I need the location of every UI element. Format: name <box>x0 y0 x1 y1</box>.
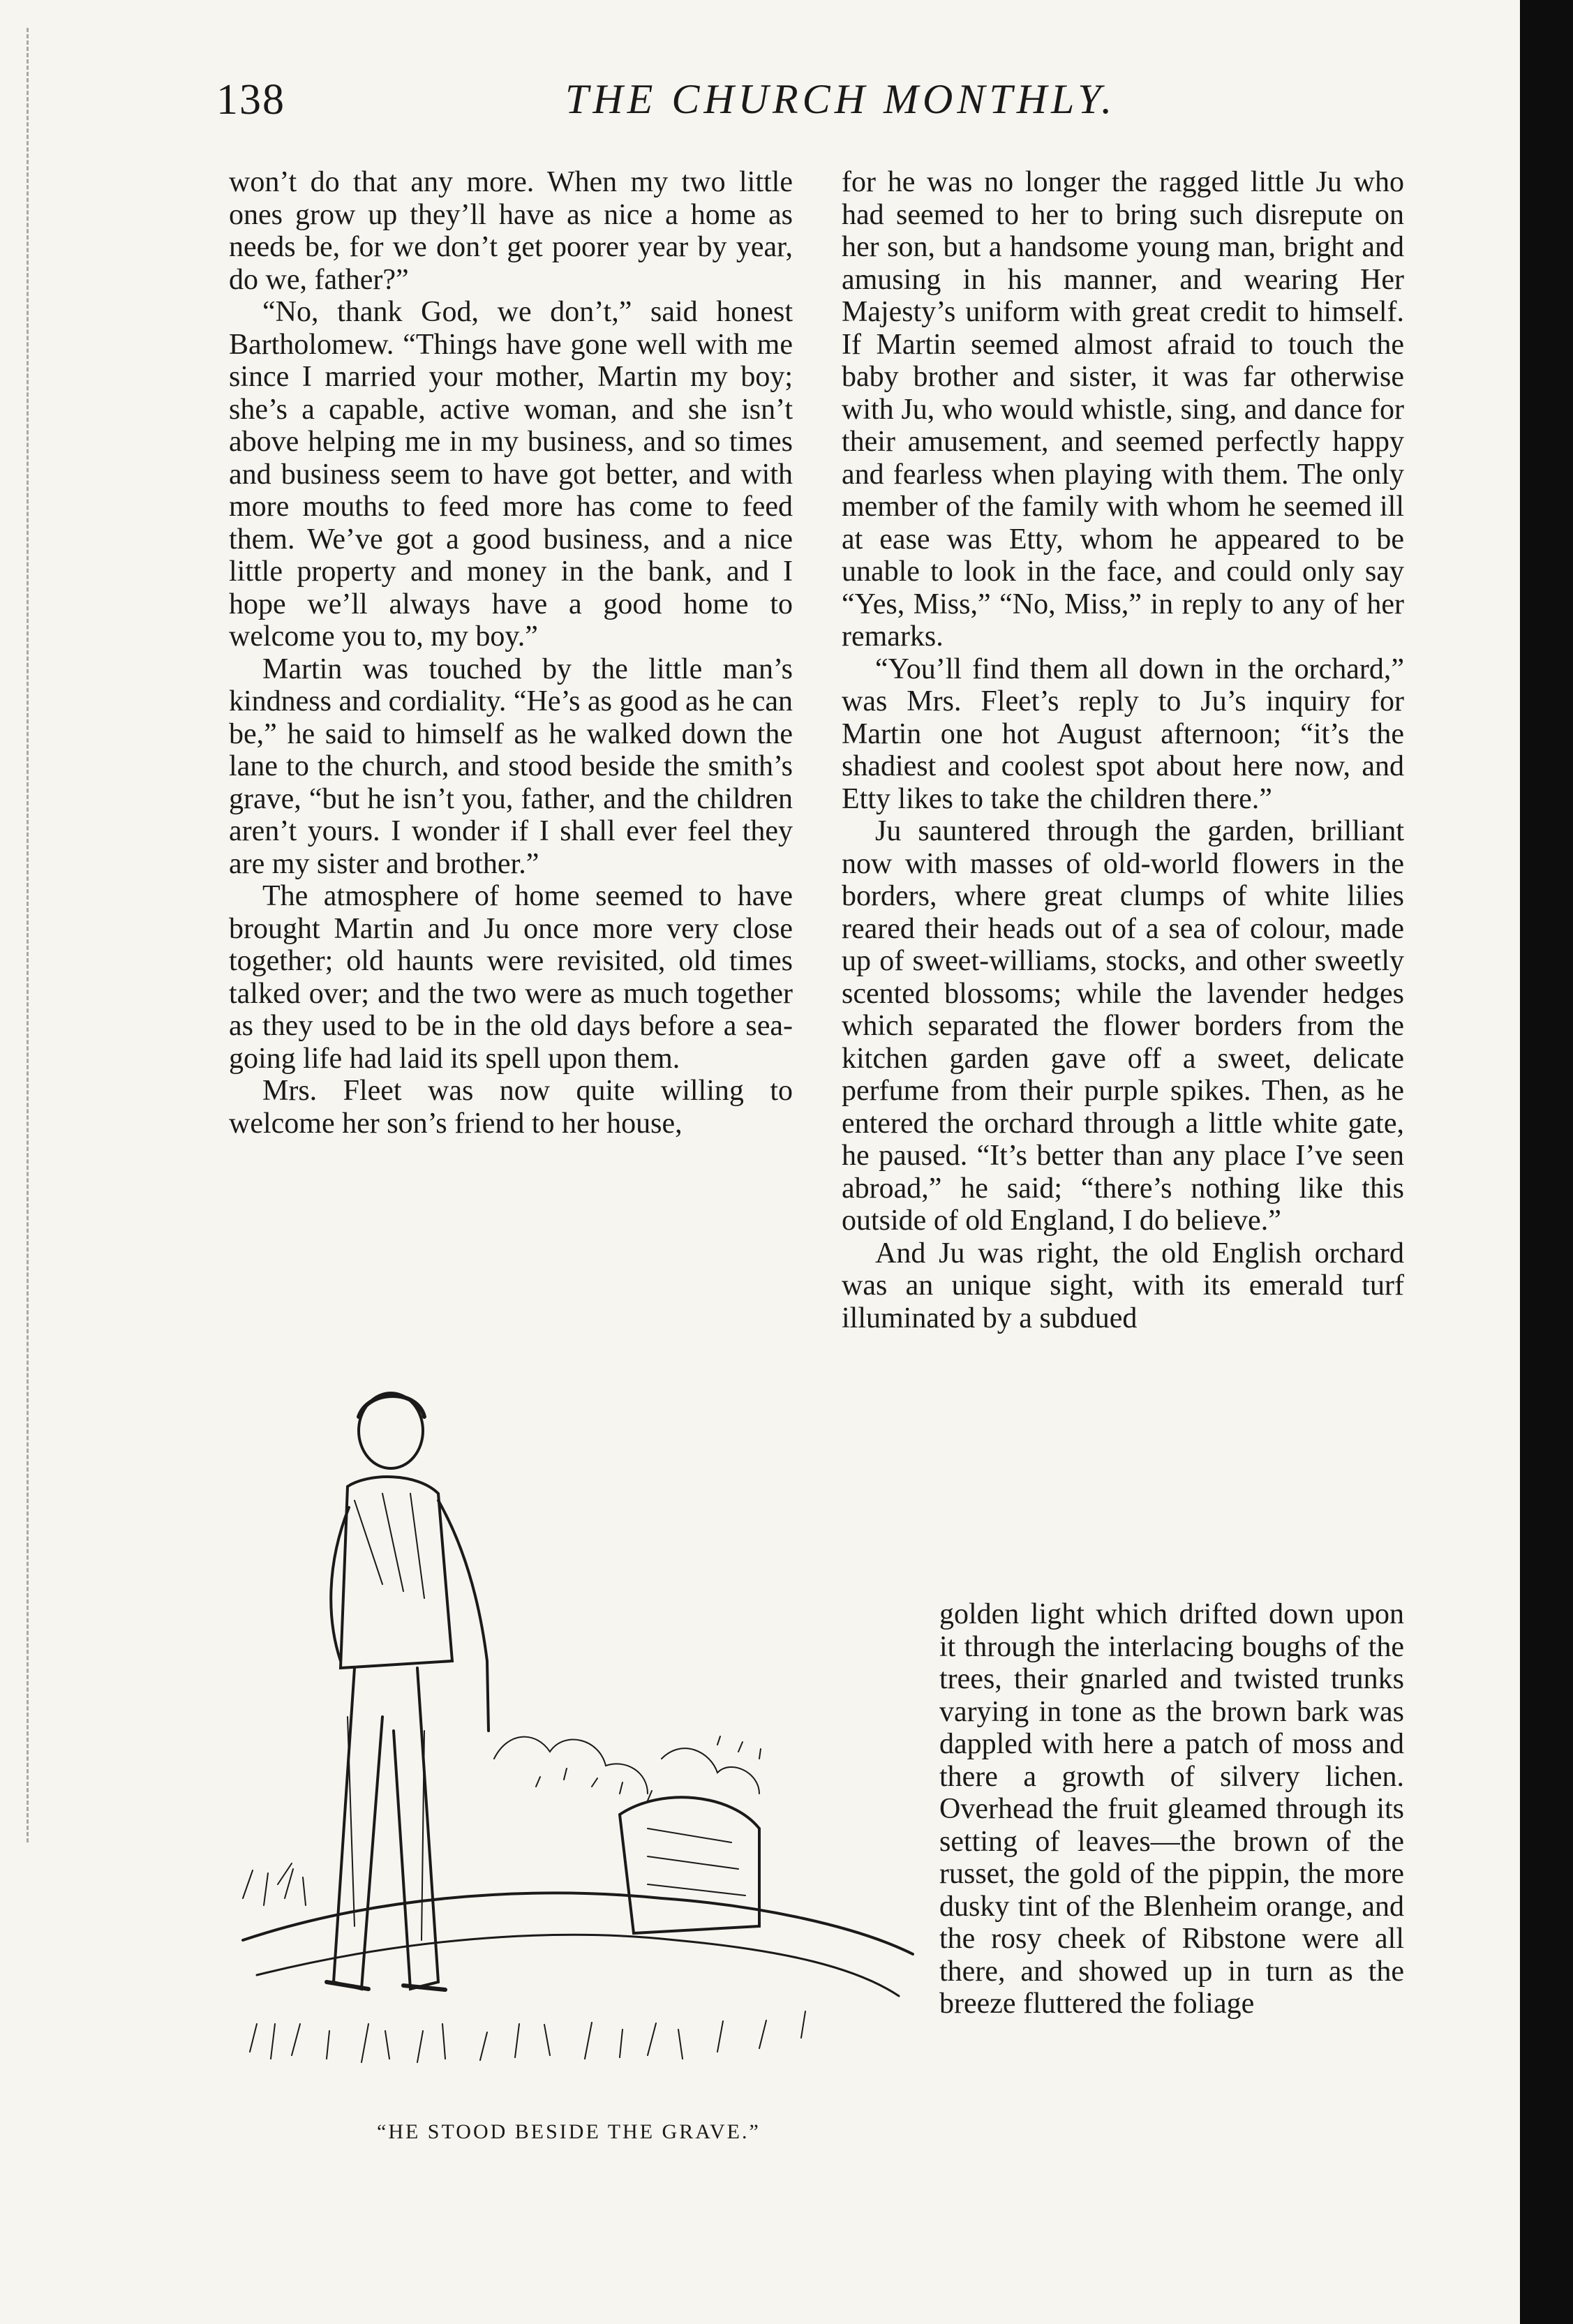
paragraph: Mrs. Fleet was now quite willing to welcome her son’s friend to her house, <box>229 1075 793 1140</box>
paragraph: Martin was touched by the little man’s kindness and cordiality. “He’s as good as he can be,” he said to himself as he walked down the lane to the church, and stood beside the smith’s grave, “but he isn’t you, father, and the children aren’t yours. I wonder if I shall ever feel they are my sister and brother.” <box>229 653 793 880</box>
paragraph: won’t do that any more. When my two little ones grow up they’ll have as nice a home as needs be, for we don’t get poorer year by year, do we, father?” <box>229 166 793 296</box>
page-number: 138 <box>216 76 285 124</box>
scan-binding-bar <box>1520 0 1573 2324</box>
left-column <box>229 166 793 1140</box>
paragraph: “You’ll find them all down in the orchard,” was Mrs. Fleet’s reply to Ju’s inquiry for Martin one hot August afternoon; “it’s the shadiest and coolest spot about here now, and Etty likes to take the children there.” <box>842 653 1404 815</box>
right-column-narrow <box>939 1598 1404 2020</box>
right-column <box>842 166 1404 1334</box>
paragraph: And Ju was right, the old English orchard was an unique sight, with its emerald turf illuminated by a subdued <box>842 1237 1404 1334</box>
page-header <box>216 75 1417 131</box>
engraving-man-by-grave <box>229 1368 927 2094</box>
scan-edge-dashes <box>27 28 32 1842</box>
illustration-caption: “HE STOOD BESIDE THE GRAVE.” <box>377 2120 761 2143</box>
paragraph: “No, thank God, we don’t,” said honest Bartholomew. “Things have gone well with me since I married your mother, Martin my boy; she’s a capable, active woman, and she isn’t above helping me in my business, and so times and business seem to have got better, and with more mouths to feed more has come to feed them. We’ve got a good business, and a nice little property and money in the bank, and I hope we’ll always have a good home to welcome you to, my boy.” <box>229 296 793 653</box>
paragraph: golden light which drifted down upon it through the interlacing boughs of the trees, their gnarled and twisted trunks varying in tone as the brown bark was dappled with here a patch of moss and there a growth of silvery lichen. Overhead the fruit gleamed through its setting of leaves—the brown of the russet, the gold of the pippin, the more dusky tint of the Blenheim orange, and the rosy cheek of Ribstone were all there, and showed up in turn as the breeze fluttered the foliage <box>939 1598 1404 2020</box>
running-title: THE CHURCH MONTHLY. <box>565 76 1117 122</box>
paragraph: The atmosphere of home seemed to have brought Martin and Ju once more very close together; old haunts were revisited, old times talked over; and the two were as much together as they used to be in the old days before a sea-going life had laid its spell upon them. <box>229 880 793 1075</box>
scan-left-edge <box>0 0 43 2324</box>
paragraph: Ju sauntered through the garden, brilliant now with masses of old-world flowers in the borders, where great clumps of white lilies reared their heads out of a sea of colour, made up of sweet-williams, stocks, and other sweetly scented blossoms; while the lavender hedges which separated the flower borders from the kitchen garden gave off a sweet, delicate perfume from their purple spikes. Then, as he entered the orchard through a little white gate, he paused. “It’s better than any place I’ve seen abroad,” he said; “there’s nothing like this outside of old England, I do believe.” <box>842 815 1404 1237</box>
paragraph: for he was no longer the ragged little Ju who had seemed to her to bring such disrepute on her son, but a handsome young man, bright and amusing in his manner, and wearing Her Majesty’s uniform with great credit to himself. If Martin seemed almost afraid to touch the baby brother and sister, it was far otherwise with Ju, who would whistle, sing, and dance for their amusement, and seemed perfectly happy and fearless when playing with them. The only member of the family with whom he seemed ill at ease was Etty, whom he appeared to be unable to look in the face, and could only say “Yes, Miss,” “No, Miss,” in reply to any of her remarks. <box>842 166 1404 653</box>
